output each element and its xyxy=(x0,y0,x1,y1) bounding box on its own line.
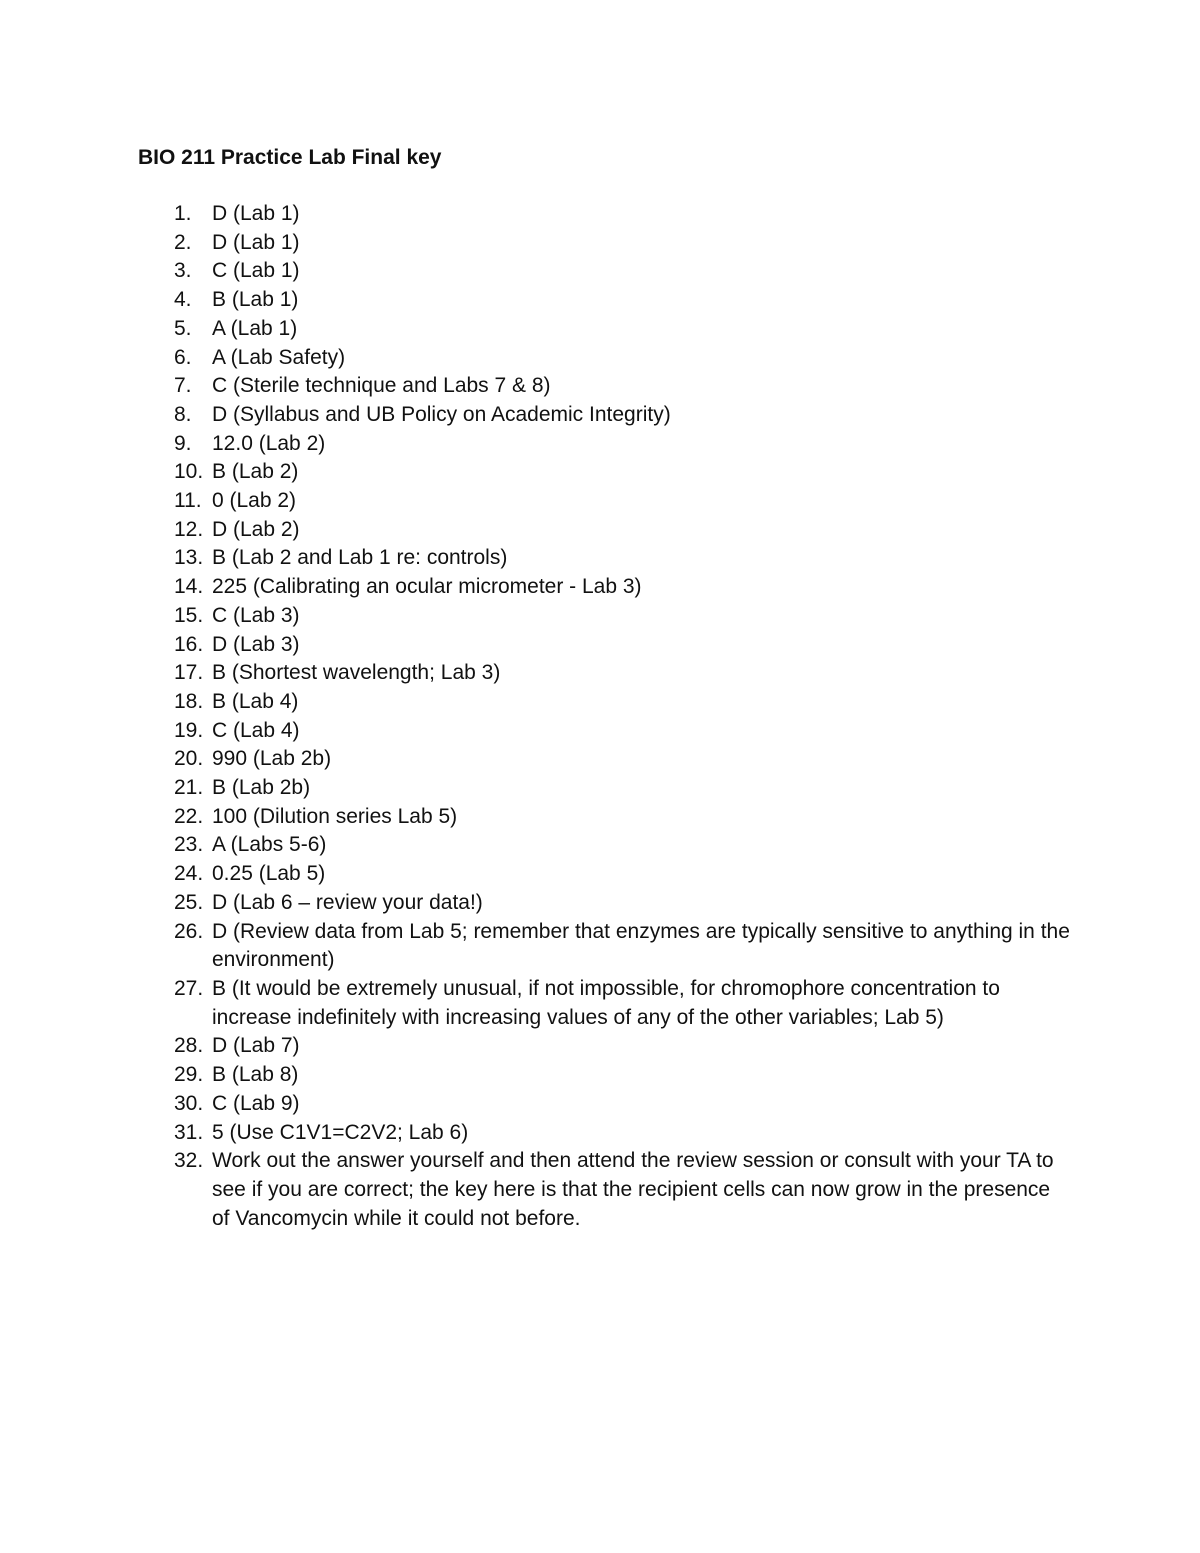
answer-item xyxy=(0,401,1200,430)
answer-item xyxy=(0,1032,1200,1061)
answer-number: 22. xyxy=(174,804,204,828)
answer-item xyxy=(0,372,1200,401)
answer-number: 20. xyxy=(174,747,204,771)
answer-text: B (Lab 1) xyxy=(212,288,299,312)
answer-number: 24. xyxy=(174,862,204,886)
document-title: BIO 211 Practice Lab Final key xyxy=(138,146,442,169)
answer-text: 100 (Dilution series Lab 5) xyxy=(212,804,458,828)
answer-text: B (Lab 2) xyxy=(212,460,299,484)
answer-item xyxy=(0,487,1200,516)
answer-text: D (Lab 6 – review your data!) xyxy=(212,890,483,914)
answer-text: 990 (Lab 2b) xyxy=(212,747,332,771)
answer-text: 12.0 (Lab 2) xyxy=(212,431,326,455)
answer-item xyxy=(0,573,1200,602)
answer-item xyxy=(0,200,1200,229)
answer-item xyxy=(0,344,1200,373)
answer-text: 5 (Use C1V1=C2V2; Lab 6) xyxy=(212,1120,469,1144)
answer-number: 1. xyxy=(174,202,192,225)
answer-number: 14. xyxy=(174,575,204,599)
answer-text: C (Lab 9) xyxy=(212,1091,300,1115)
answer-text: D (Lab 1) xyxy=(212,230,300,254)
answer-text: A (Labs 5-6) xyxy=(212,833,327,857)
answer-text: C (Sterile technique and Labs 7 & 8) xyxy=(212,374,551,398)
answer-item xyxy=(0,516,1200,545)
answer-number: 25. xyxy=(174,890,204,914)
answer-text: D (Lab 1) xyxy=(212,202,300,225)
answer-number: 21. xyxy=(174,776,204,800)
answer-number: 9. xyxy=(174,431,192,455)
answer-item xyxy=(0,803,1200,832)
answer-number: 27. xyxy=(174,976,204,1000)
answer-item xyxy=(0,745,1200,774)
answer-item xyxy=(0,1147,1200,1233)
answer-number: 4. xyxy=(174,288,192,312)
answer-item xyxy=(0,860,1200,889)
answer-text: B (Lab 2 and Lab 1 re: controls) xyxy=(212,546,508,570)
answer-item xyxy=(0,631,1200,660)
answer-number: 18. xyxy=(174,689,204,713)
answer-text: B (Lab 4) xyxy=(212,689,299,713)
answer-text: A (Lab Safety) xyxy=(212,345,346,369)
answer-number: 10. xyxy=(174,460,204,484)
answer-text: B (Lab 8) xyxy=(212,1063,299,1087)
answer-number: 2. xyxy=(174,230,192,254)
answer-text: Work out the answer yourself and then attend the review session or consult with your TA to see if you are correct; the key here is that the recipient cells can now grow in the presence of Vancomycin while it could not before. xyxy=(212,1149,1054,1230)
answer-item xyxy=(0,544,1200,573)
answer-item xyxy=(0,458,1200,487)
answer-number: 8. xyxy=(174,402,192,426)
answer-item xyxy=(0,1061,1200,1090)
answer-number: 6. xyxy=(174,345,192,369)
answer-key-list xyxy=(0,200,1200,1233)
answer-item xyxy=(0,1119,1200,1148)
answer-text: 0 (Lab 2) xyxy=(212,489,297,513)
answer-number: 5. xyxy=(174,316,192,340)
answer-item xyxy=(0,717,1200,746)
answer-item xyxy=(0,831,1200,860)
answer-text: C (Lab 1) xyxy=(212,259,300,283)
answer-item xyxy=(0,229,1200,258)
answer-text: D (Review data from Lab 5; remember that enzymes are typically sensitive to anything in the environment) xyxy=(212,919,1070,972)
answer-item xyxy=(0,774,1200,803)
answer-item xyxy=(0,1090,1200,1119)
answer-text: B (Lab 2b) xyxy=(212,776,311,800)
answer-item xyxy=(0,257,1200,286)
answer-number: 3. xyxy=(174,259,192,283)
answer-text: B (Shortest wavelength; Lab 3) xyxy=(212,661,501,685)
answer-text: C (Lab 4) xyxy=(212,718,300,742)
answer-number: 32. xyxy=(174,1149,204,1173)
answer-text: 225 (Calibrating an ocular micrometer - Lab 3) xyxy=(212,575,642,599)
answer-item xyxy=(0,315,1200,344)
answer-item xyxy=(0,918,1200,975)
answer-number: 16. xyxy=(174,632,204,656)
answer-text: C (Lab 3) xyxy=(212,603,300,627)
answer-item xyxy=(0,975,1200,1032)
answer-number: 13. xyxy=(174,546,204,570)
answer-text: D (Syllabus and UB Policy on Academic Integrity) xyxy=(212,402,671,426)
answer-number: 31. xyxy=(174,1120,204,1144)
answer-number: 29. xyxy=(174,1063,204,1087)
answer-item xyxy=(0,659,1200,688)
answer-number: 26. xyxy=(174,919,204,943)
answer-item xyxy=(0,889,1200,918)
answer-text: D (Lab 7) xyxy=(212,1034,300,1058)
answer-number: 7. xyxy=(174,374,192,398)
answer-text: A (Lab 1) xyxy=(212,316,298,340)
answer-number: 19. xyxy=(174,718,204,742)
answer-text: 0.25 (Lab 5) xyxy=(212,862,326,886)
answer-number: 23. xyxy=(174,833,204,857)
answer-item xyxy=(0,688,1200,717)
answer-number: 15. xyxy=(174,603,204,627)
answer-number: 30. xyxy=(174,1091,204,1115)
answer-text: D (Lab 3) xyxy=(212,632,300,656)
answer-item xyxy=(0,286,1200,315)
answer-number: 17. xyxy=(174,661,204,685)
answer-item xyxy=(0,602,1200,631)
answer-number: 28. xyxy=(174,1034,204,1058)
answer-item xyxy=(0,430,1200,459)
answer-text: B (It would be extremely unusual, if not impossible, for chromophore concentration to increase indefinitely with increasing values of any of the other variables; Lab 5) xyxy=(212,976,1000,1029)
answer-text: D (Lab 2) xyxy=(212,517,300,541)
answer-number: 12. xyxy=(174,517,204,541)
answer-number: 11. xyxy=(174,489,202,513)
